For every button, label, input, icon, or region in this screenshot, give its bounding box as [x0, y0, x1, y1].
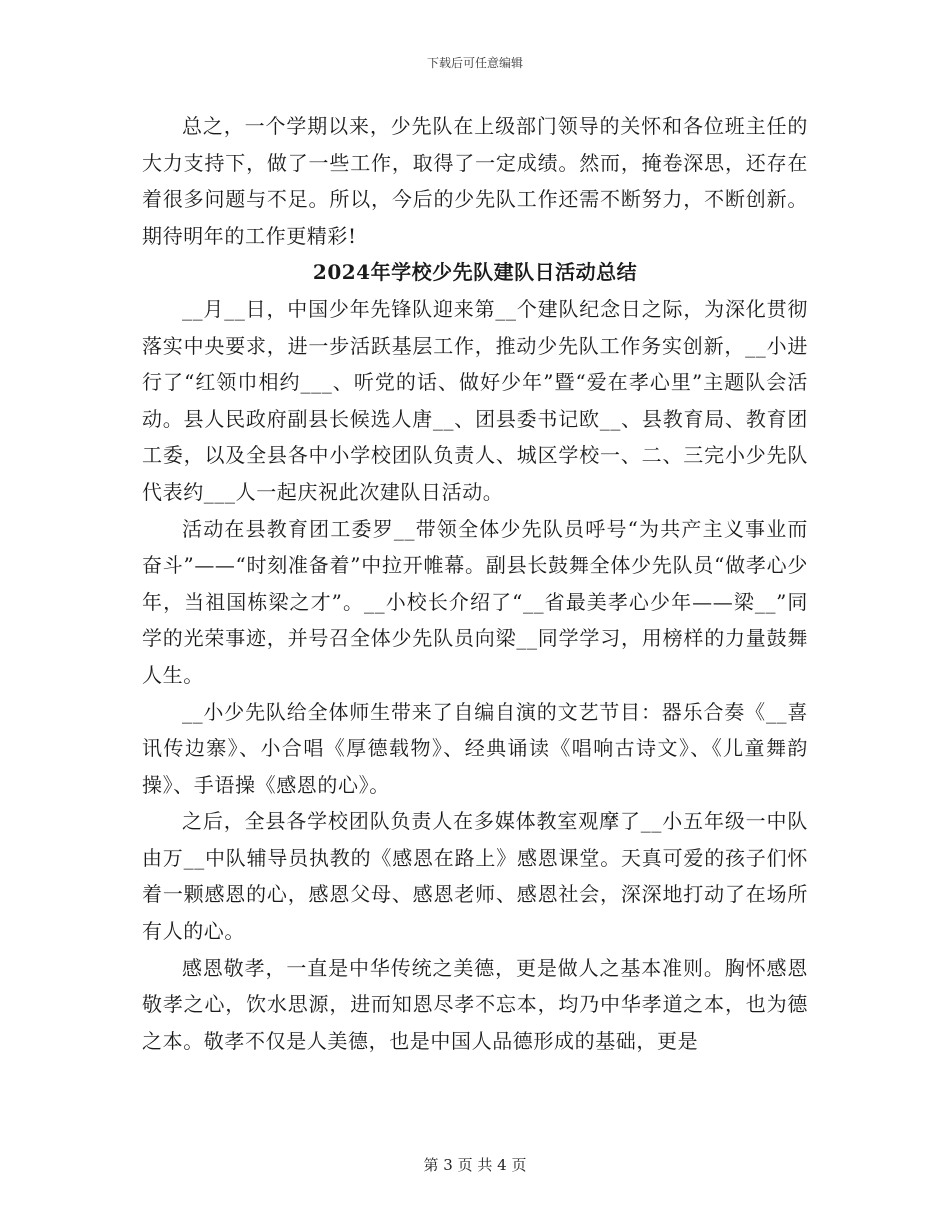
- paragraph-4: 之后，全县各学校团队负责人在多媒体教室观摩了__小五年级一中队由万__中队辅导员执教的《感恩在路上》感恩课堂。天真可爱的孩子们怀着一颗感恩的心，感恩父母、感恩老师、感恩社会，深深地打动了在场所有人的心。: [142, 809, 808, 944]
- document-body: [142, 108, 808, 1059]
- page-number-footer: 第 3 页 共 4 页: [423, 1156, 527, 1174]
- document-title: 2024年学校少先队建队日活动总结: [312, 260, 638, 285]
- paragraph-3: __小少先队给全体师生带来了自编自演的文艺节目：器乐合奏《__喜讯传边寨》、小合唱《厚德载物》、经典诵读《唱响古诗文》、《儿童舞韵操》、手语操《感恩的心》。: [142, 699, 808, 797]
- page-header-note: 下载后可任意编辑: [426, 56, 523, 70]
- paragraph-1: __月__日，中国少年先锋队迎来第__个建队纪念日之际，为深化贯彻落实中央要求，进一步活跃基层工作，推动少先队工作务实创新，__小进行了“红领巾相约___、听党的话、做好少年”暨“爱在孝心里”主题队会活动。县人民政府副县长候选人唐__、团县委书记欧__、县教育局、教育团工委，以及全县各中小学校团队负责人、城区学校一、二、三完小少先队代表约___人一起庆祝此次建队日活动。: [142, 296, 808, 504]
- paragraph-2: 活动在县教育团工委罗__带领全体少先队员呼号“为共产主义事业而奋斗”——“时刻准备着”中拉开帷幕。副县长鼓舞全体少先队员“做孝心少年，当祖国栋梁之才”。__小校长介绍了“__省最美孝心少年——梁__”同学的光荣事迹，并号召全体少先队员向梁__同学学习，用榜样的力量鼓舞人生。: [142, 516, 808, 687]
- closing-paragraph: 总之，一个学期以来，少先队在上级部门领导的关怀和各位班主任的大力支持下，做了一些工作，取得了一定成绩。然而，掩卷深思，还存在着很多问题与不足。所以，今后的少先队工作还需不断努力，不断创新。期待明年的工作更精彩!: [142, 114, 808, 248]
- paragraph-5: 感恩敬孝，一直是中华传统之美德，更是做人之基本准则。胸怀感恩敬孝之心，饮水思源，进而知恩尽孝不忘本，均乃中华孝道之本，也为德之本。敬孝不仅是人美德，也是中国人品德形成的基础，更是: [142, 955, 808, 1053]
